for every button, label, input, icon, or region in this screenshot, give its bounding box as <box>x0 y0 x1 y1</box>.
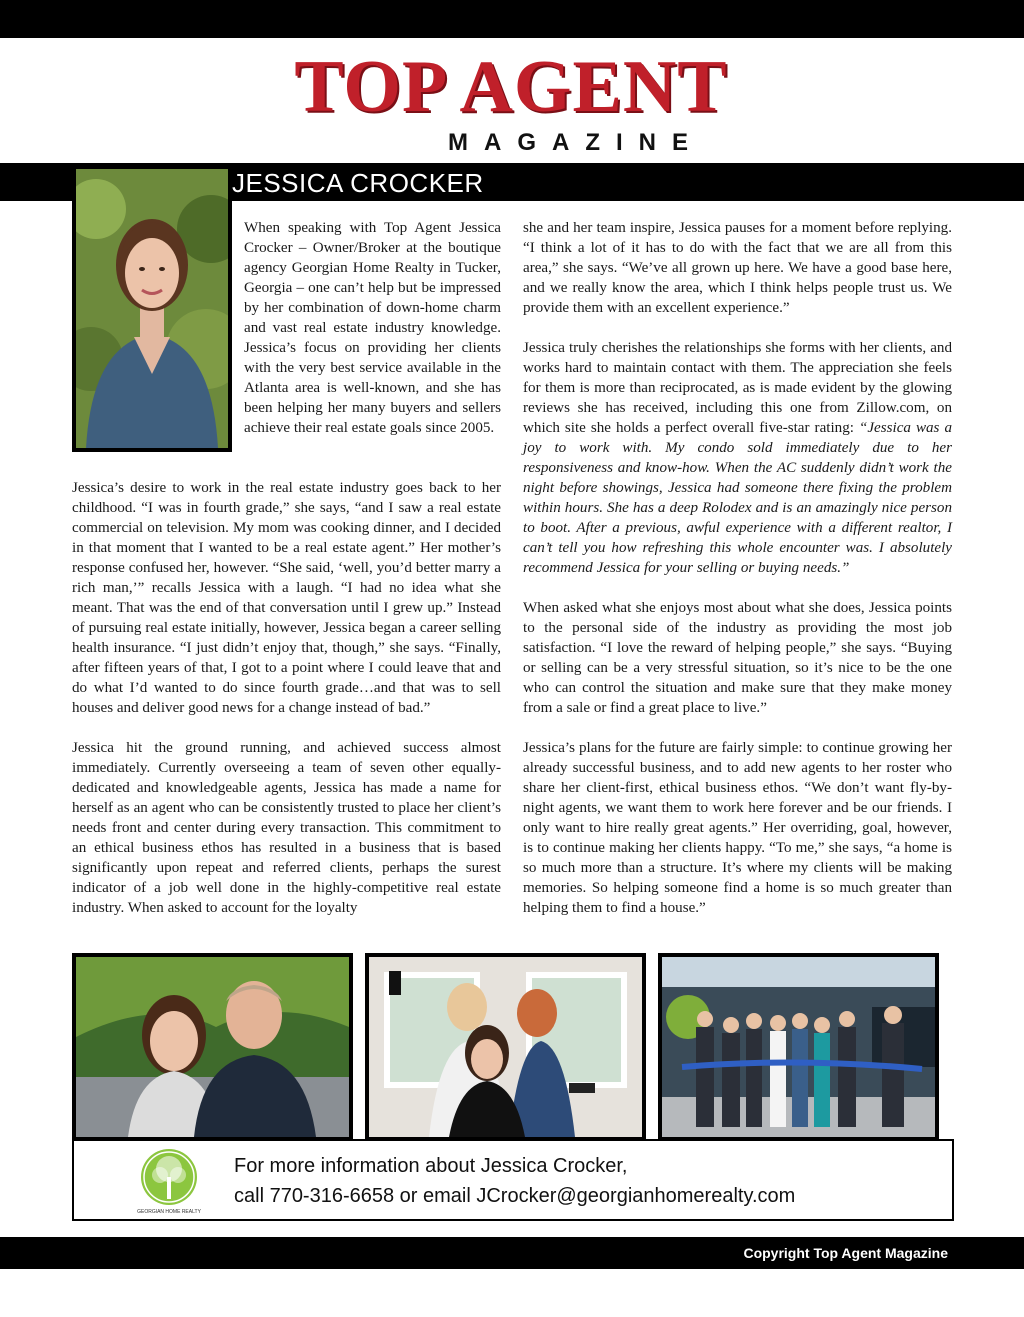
georgian-home-realty-logo <box>136 1147 202 1215</box>
intro-text: When speaking with Top Agent Jessica Crocker – Owner/Broker at the boutique agency Georgian Home Realty in Tucker, Georgia – one can’t help but be impressed by her combination of down-home charm and vast real estate industry knowledge. Jessica’s focus on providing her clients with the very best service available in the Atlanta area is well-known, and she has been helping her many buyers and sellers achieve their real estate goals since 2005. <box>244 220 501 436</box>
intro-paragraph <box>244 218 501 438</box>
footer-bar <box>0 1237 1024 1269</box>
portrait-frame <box>72 165 232 452</box>
couple-illustration <box>76 957 349 1137</box>
paragraph-with-review <box>523 338 952 578</box>
article-title: JESSICA CROCKER <box>232 168 484 198</box>
paragraph: Jessica’s plans for the future are fairly simple: to continue growing her already successful business, and to add new agents to her roster who share her client-first, ethical business ethos. “We don’t want fly-by-night agents, we want them to work here forever and be our friends. I only want to hire really great agents.” Her overriding, goal, however, is to continue making her clients happy. “To me,” she says, “a home is so much more than a structure. It’s where my clients will be making memories. So helping someone find a home is so much greater than helping them to find a house.” <box>523 740 952 916</box>
right-column <box>523 218 952 918</box>
contact-line-2: call 770-316-6658 or email JCrocker@georgianhomerealty.com <box>234 1185 796 1207</box>
portrait-illustration <box>76 169 228 448</box>
magazine-logo-subtitle: MAGAZINE <box>448 129 704 156</box>
copyright-text: Copyright Top Agent Magazine <box>743 1245 948 1261</box>
left-column <box>72 478 501 918</box>
tree-logo-icon <box>136 1147 202 1215</box>
paragraph: Jessica’s desire to work in the real estate industry goes back to her childhood. “I was in fourth grade,” she says, “and I saw a real estate commercial on television. My mom was cooking dinner, and I decided in that moment that I wanted to be a real estate agent.” Her mother’s response confused her, however. “She said, ‘well, you’d better marry a rich man,’” recalls Jessica with a laugh. “I had no idea what she meant. That was the end of that conversation until I grew up.” Instead of pursuing real estate initially, however, Jessica began a career selling health insurance. “I just didn’t enjoy that, though,” she says. “Finally, after fifteen years of that, I got to a point where I could leave that and do what I’d wanted to do since fourth grade…and that was to sell houses and deliver good news for a change instead of bad.” <box>72 480 501 716</box>
logo-text: GEORGIAN HOME REALTY <box>137 1209 201 1215</box>
review-lead-text: Jessica truly cherishes the relationships she forms with her clients, and works hard to maintain contact with them. The appreciation she feels for them is more than reciprocated, as is made evident by the glowing reviews she has received, including this one from Zillow.com, on which site she holds a perfect overall five-star rating: <box>523 340 952 436</box>
magazine-logo-title: TOP AGENT <box>294 46 728 128</box>
contact-line-1: For more information about Jessica Crocker, <box>234 1155 628 1177</box>
paragraph: she and her team inspire, Jessica pauses for a moment before replying. “I think a lot of it has to do with the fact that we are all from this area,” she says. “We’ve all grown up here. We have a good base here, and we really know the area, which I think helps people trust us. We provide them with an excellent experience.” <box>523 220 952 316</box>
photo-couple <box>72 953 353 1141</box>
portrait-photo <box>76 169 228 448</box>
paragraph: Jessica hit the ground running, and achieved success almost immediately. Currently overseeing a team of seven other equally-dedicated and knowledgeable agents, Jessica has made a name for herself as an agent who can be consistently trusted to place her client’s needs front and center during every transaction. This commitment to an ethical business ethos has resulted in a business that is based significantly upon repeat and referred clients, perhaps the surest indicator of a job well done in the highly-competitive real estate industry. When asked to account for the loyalty <box>72 740 501 916</box>
zillow-review-quote: “Jessica was a joy to work with. My condo sold immediately due to her responsiveness and know-how. When the AC suddenly didn’t work the night before showings, Jessica had someone there fixing the problem within hours. She has a deep Rolodex and is an amazingly nice person to boot. After a previous, awful experience with a different realtor, I can’t tell you how refreshing this whole encounter was. I absolutely recommend Jessica for your selling or buying needs.” <box>523 420 952 576</box>
top-bar <box>0 0 1024 38</box>
contact-info-box <box>72 1139 954 1221</box>
team-phones-illustration <box>369 957 642 1137</box>
photo-strip <box>72 953 952 1141</box>
photo-ribbon-cutting <box>658 953 939 1141</box>
masthead <box>0 44 1024 160</box>
photo-team-phones <box>365 953 646 1141</box>
paragraph: When asked what she enjoys most about what she does, Jessica points to the personal side of the industry as providing the most job satisfaction. “I love the reward of helping people,” she says. “Buying or selling can be a very stressful situation, so it’s nice to be the one who can control the situation and make sure that they make money from a sale or find a great place to live.” <box>523 600 952 716</box>
ribbon-cutting-illustration <box>662 957 935 1137</box>
